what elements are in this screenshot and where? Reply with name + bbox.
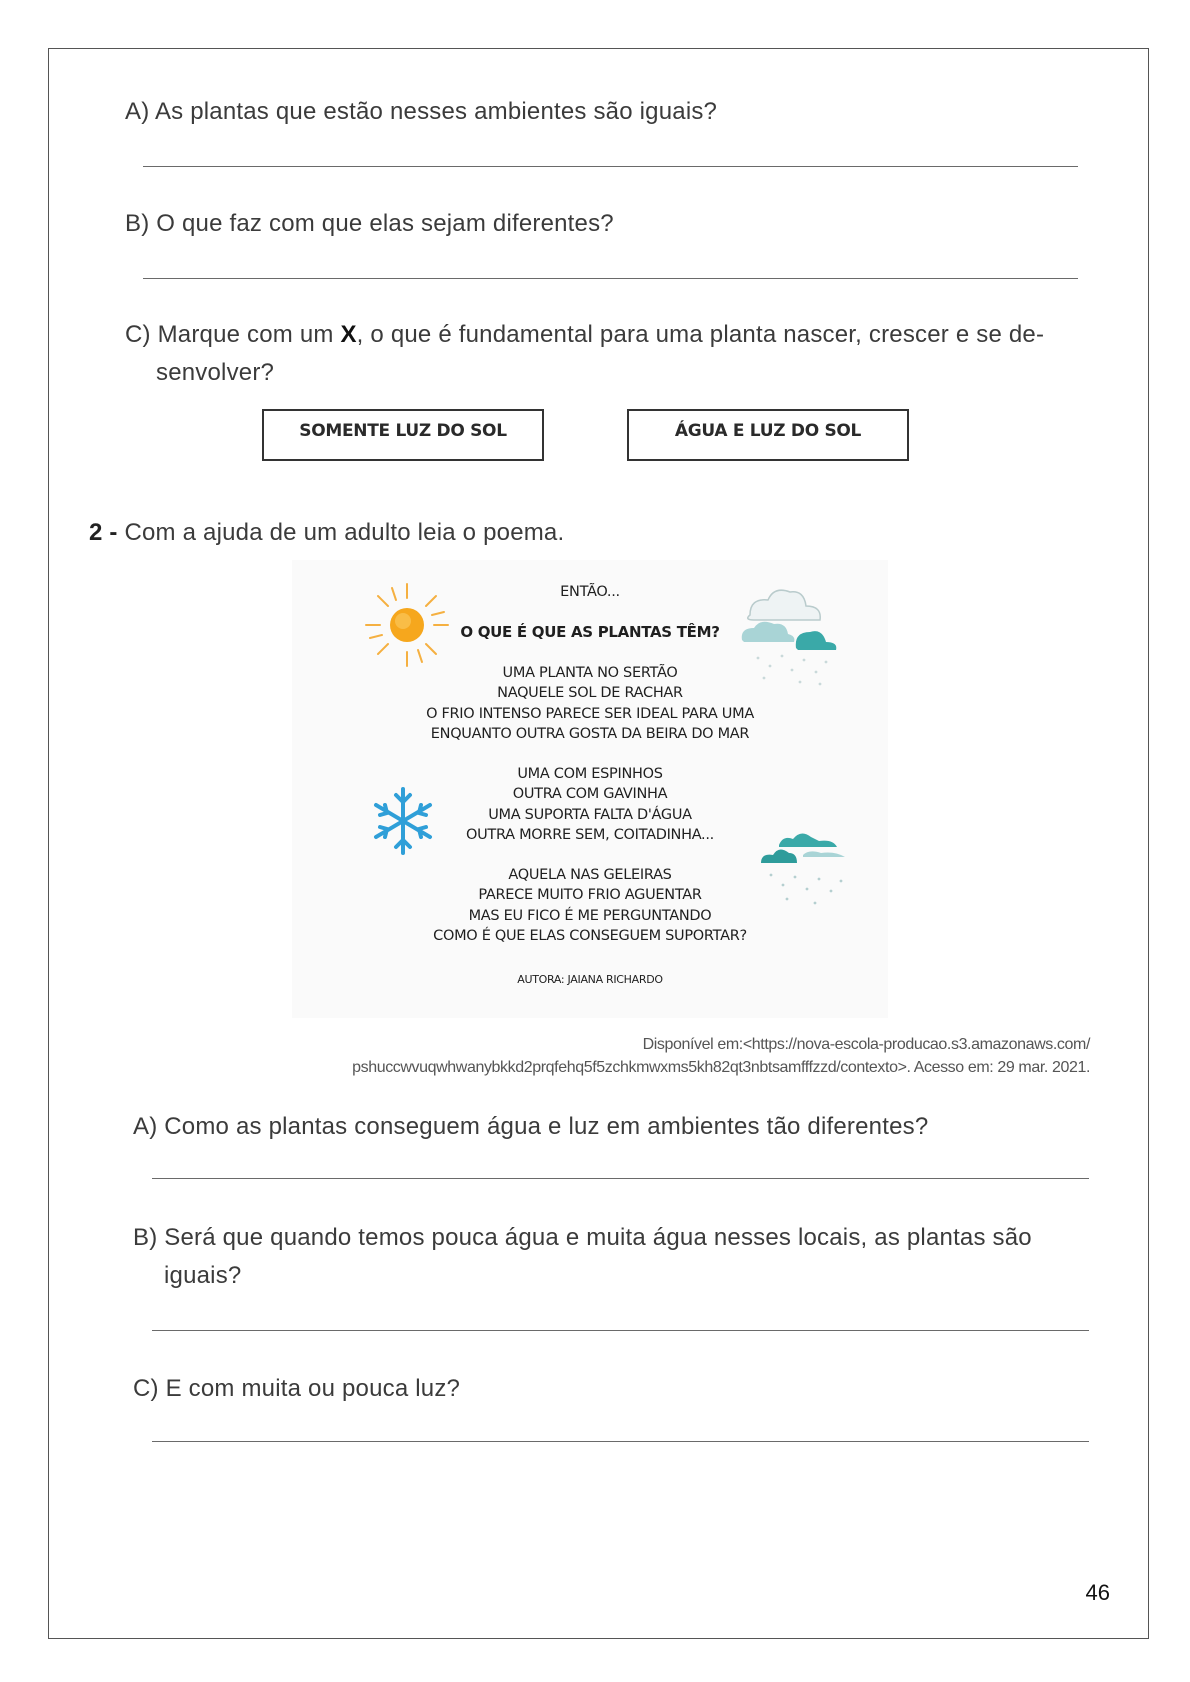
answer-line-b-bottom[interactable] (152, 1330, 1089, 1331)
mark-x: X (340, 321, 357, 348)
source-citation: Disponível em:<https://nova-escola-producao.s3.amazonaws.com/ pshuccwvuqwhwanybkkd2prqfehq5f5zchkmwxms5kh82qt3nbtsamfffzzd/contexto>. Acesso em: 29 mar. 2021. (352, 1036, 1090, 1076)
poem-title: O QUE É QUE AS PLANTAS TÊM? (460, 623, 720, 641)
question-b-bottom: B) Será que quando temos pouca água e muita água nesses locais, as plantas são iguais? (133, 1224, 1032, 1289)
poem-author: AUTORA: JAIANA RICHARDO (517, 973, 663, 986)
choice-water-and-sunlight[interactable]: ÁGUA E LUZ DO SOL (627, 409, 909, 461)
item-2-instruction: 2 - Com a ajuda de um adulto leia o poema. (89, 519, 565, 546)
answer-line-c-bottom[interactable] (152, 1441, 1089, 1442)
question-c-top: C) Marque com um X, o que é fundamental para uma planta nascer, crescer e se de- senvolver? (125, 321, 1045, 386)
item-number: 2 - (89, 519, 118, 546)
question-a-top: A) As plantas que estão nesses ambientes são iguais? (125, 98, 718, 125)
answer-line-a-bottom[interactable] (152, 1178, 1089, 1179)
poem-intro: ENTÃO... (560, 584, 620, 600)
question-b-top: B) O que faz com que elas sejam diferentes? (125, 210, 614, 237)
answer-line-a-top[interactable] (143, 166, 1078, 167)
choice-only-sunlight[interactable]: SOMENTE LUZ DO SOL (262, 409, 544, 461)
poem-illustration (292, 560, 888, 1018)
poem-stanza-1: UMA PLANTA NO SERTÃO NAQUELE SOL DE RACHAR O FRIO INTENSO PARECE SER IDEAL PARA UMA ENQUANTO OUTRA GOSTA DA BEIRA DO MAR (426, 665, 754, 742)
question-a-bottom: A) Como as plantas conseguem água e luz em ambientes tão diferentes? (133, 1113, 929, 1140)
page-number: 46 (1085, 1580, 1110, 1605)
question-c-bottom: C) E com muita ou pouca luz? (133, 1375, 461, 1402)
poem-stanza-2: UMA COM ESPINHOS OUTRA COM GAVINHA UMA SUPORTA FALTA D'ÁGUA OUTRA MORRE SEM, COITADINHA... (466, 766, 714, 843)
poem-stanza-3: AQUELA NAS GELEIRAS PARECE MUITO FRIO AGUENTAR MAS EU FICO É ME PERGUNTANDO COMO É QUE ELAS CONSEGUEM SUPORTAR? (433, 867, 747, 944)
answer-line-b-top[interactable] (143, 278, 1078, 279)
